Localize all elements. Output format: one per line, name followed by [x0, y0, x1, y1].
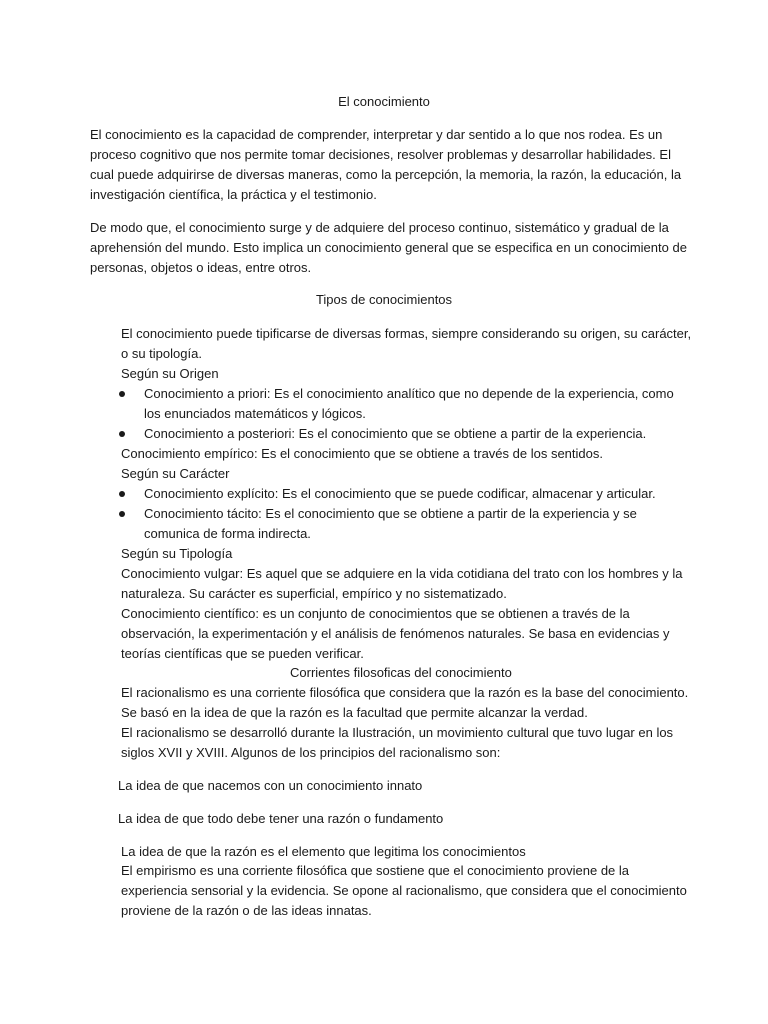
list-item: Conocimiento a priori: Es el conocimiento analítico que no depende de la experiencia, como: [144, 386, 674, 401]
principle-3: La idea de que la razón es el elemento que legitima los conocimientos: [121, 844, 526, 859]
text-line: naturaleza. Su carácter es superficial, empírico y no sistematizado.: [121, 586, 507, 601]
list-item-continuation: comunica de forma indirecta.: [144, 526, 311, 541]
text-line: investigación científica, la práctica y el testimonio.: [90, 187, 377, 202]
text-line: Conocimiento vulgar: Es aquel que se adquiere en la vida cotidiana del trato con los hombres y la: [121, 566, 683, 581]
list-item: Conocimiento explícito: Es el conocimiento que se puede codificar, almacenar y articular.: [144, 486, 656, 501]
text-line: El empirismo es una corriente filosófica que sostiene que el conocimiento proviene de la: [121, 863, 630, 878]
types-heading: Tipos de conocimientos: [315, 292, 453, 307]
text-line: teorías científicas que se pueden verificar.: [121, 646, 364, 661]
principle-1: La idea de que nacemos con un conocimiento innato: [118, 778, 423, 793]
list-item: Conocimiento a posteriori: Es el conocimiento que se obtiene a partir de la experiencia.: [144, 426, 647, 441]
bullet-icon: [119, 511, 125, 517]
list-item: Conocimiento tácito: Es el conocimiento que se obtiene a partir de la experiencia y se: [144, 506, 637, 521]
text-line: El racionalismo se desarrolló durante la Ilustración, un movimiento cultural que tuvo lugar en los: [121, 725, 674, 740]
origin-heading: Según su Origen: [121, 366, 219, 381]
text-line: El conocimiento puede tipificarse de diversas formas, siempre considerando su origen, su carácter,: [121, 326, 692, 341]
text-line: El conocimiento es la capacidad de comprender, interpretar y dar sentido a lo que nos rodea. Es un: [90, 127, 663, 142]
text-line: experiencia sensorial y la evidencia. Se opone al racionalismo, que considera que el conocimiento: [121, 883, 687, 898]
text-line: cual puede adquirirse de diversas maneras, como la percepción, la memoria, la razón, la educación, la: [90, 167, 682, 182]
text-line: siglos XVII y XVIII. Algunos de los principios del racionalismo son:: [121, 745, 501, 760]
text-line: proviene de la razón o de las ideas innatas.: [121, 903, 372, 918]
bullet-icon: [119, 431, 125, 437]
text-line: observación, la experimentación y el análisis de fenómenos naturales. Se basa en evidencias y: [121, 626, 670, 641]
list-item-continuation: los enunciados matemáticos y lógicos.: [144, 406, 366, 421]
principle-2: La idea de que todo debe tener una razón o fundamento: [118, 811, 444, 826]
text-line: Se basó en la idea de que la razón es la facultad que permite alcanzar la verdad.: [121, 705, 588, 720]
typology-heading: Según su Tipología: [121, 546, 233, 561]
text-line: personas, objetos o ideas, entre otros.: [90, 260, 312, 275]
text-line: proceso cognitivo que nos permite tomar decisiones, resolver problemas y desarrollar habilidades. El: [90, 147, 671, 162]
character-heading: Según su Carácter: [121, 466, 230, 481]
document-title: El conocimiento: [338, 94, 430, 109]
currents-heading: Corrientes filosoficas del conocimiento: [290, 665, 512, 680]
text-line: aprehensión del mundo. Esto implica un conocimiento general que se especifica en un conocimiento de: [90, 240, 687, 255]
bullet-icon: [119, 391, 125, 397]
bullet-icon: [119, 491, 125, 497]
text-line: El racionalismo es una corriente filosófica que considera que la razón es la base del conocimiento.: [121, 685, 689, 700]
text-line: o su tipología.: [121, 346, 202, 361]
text-line: De modo que, el conocimiento surge y de adquiere del proceso continuo, sistemático y gradual de la: [90, 220, 669, 235]
empirical-line: Conocimiento empírico: Es el conocimiento que se obtiene a través de los sentidos.: [121, 446, 603, 461]
text-line: Conocimiento científico: es un conjunto de conocimientos que se obtienen a través de la: [121, 606, 630, 621]
